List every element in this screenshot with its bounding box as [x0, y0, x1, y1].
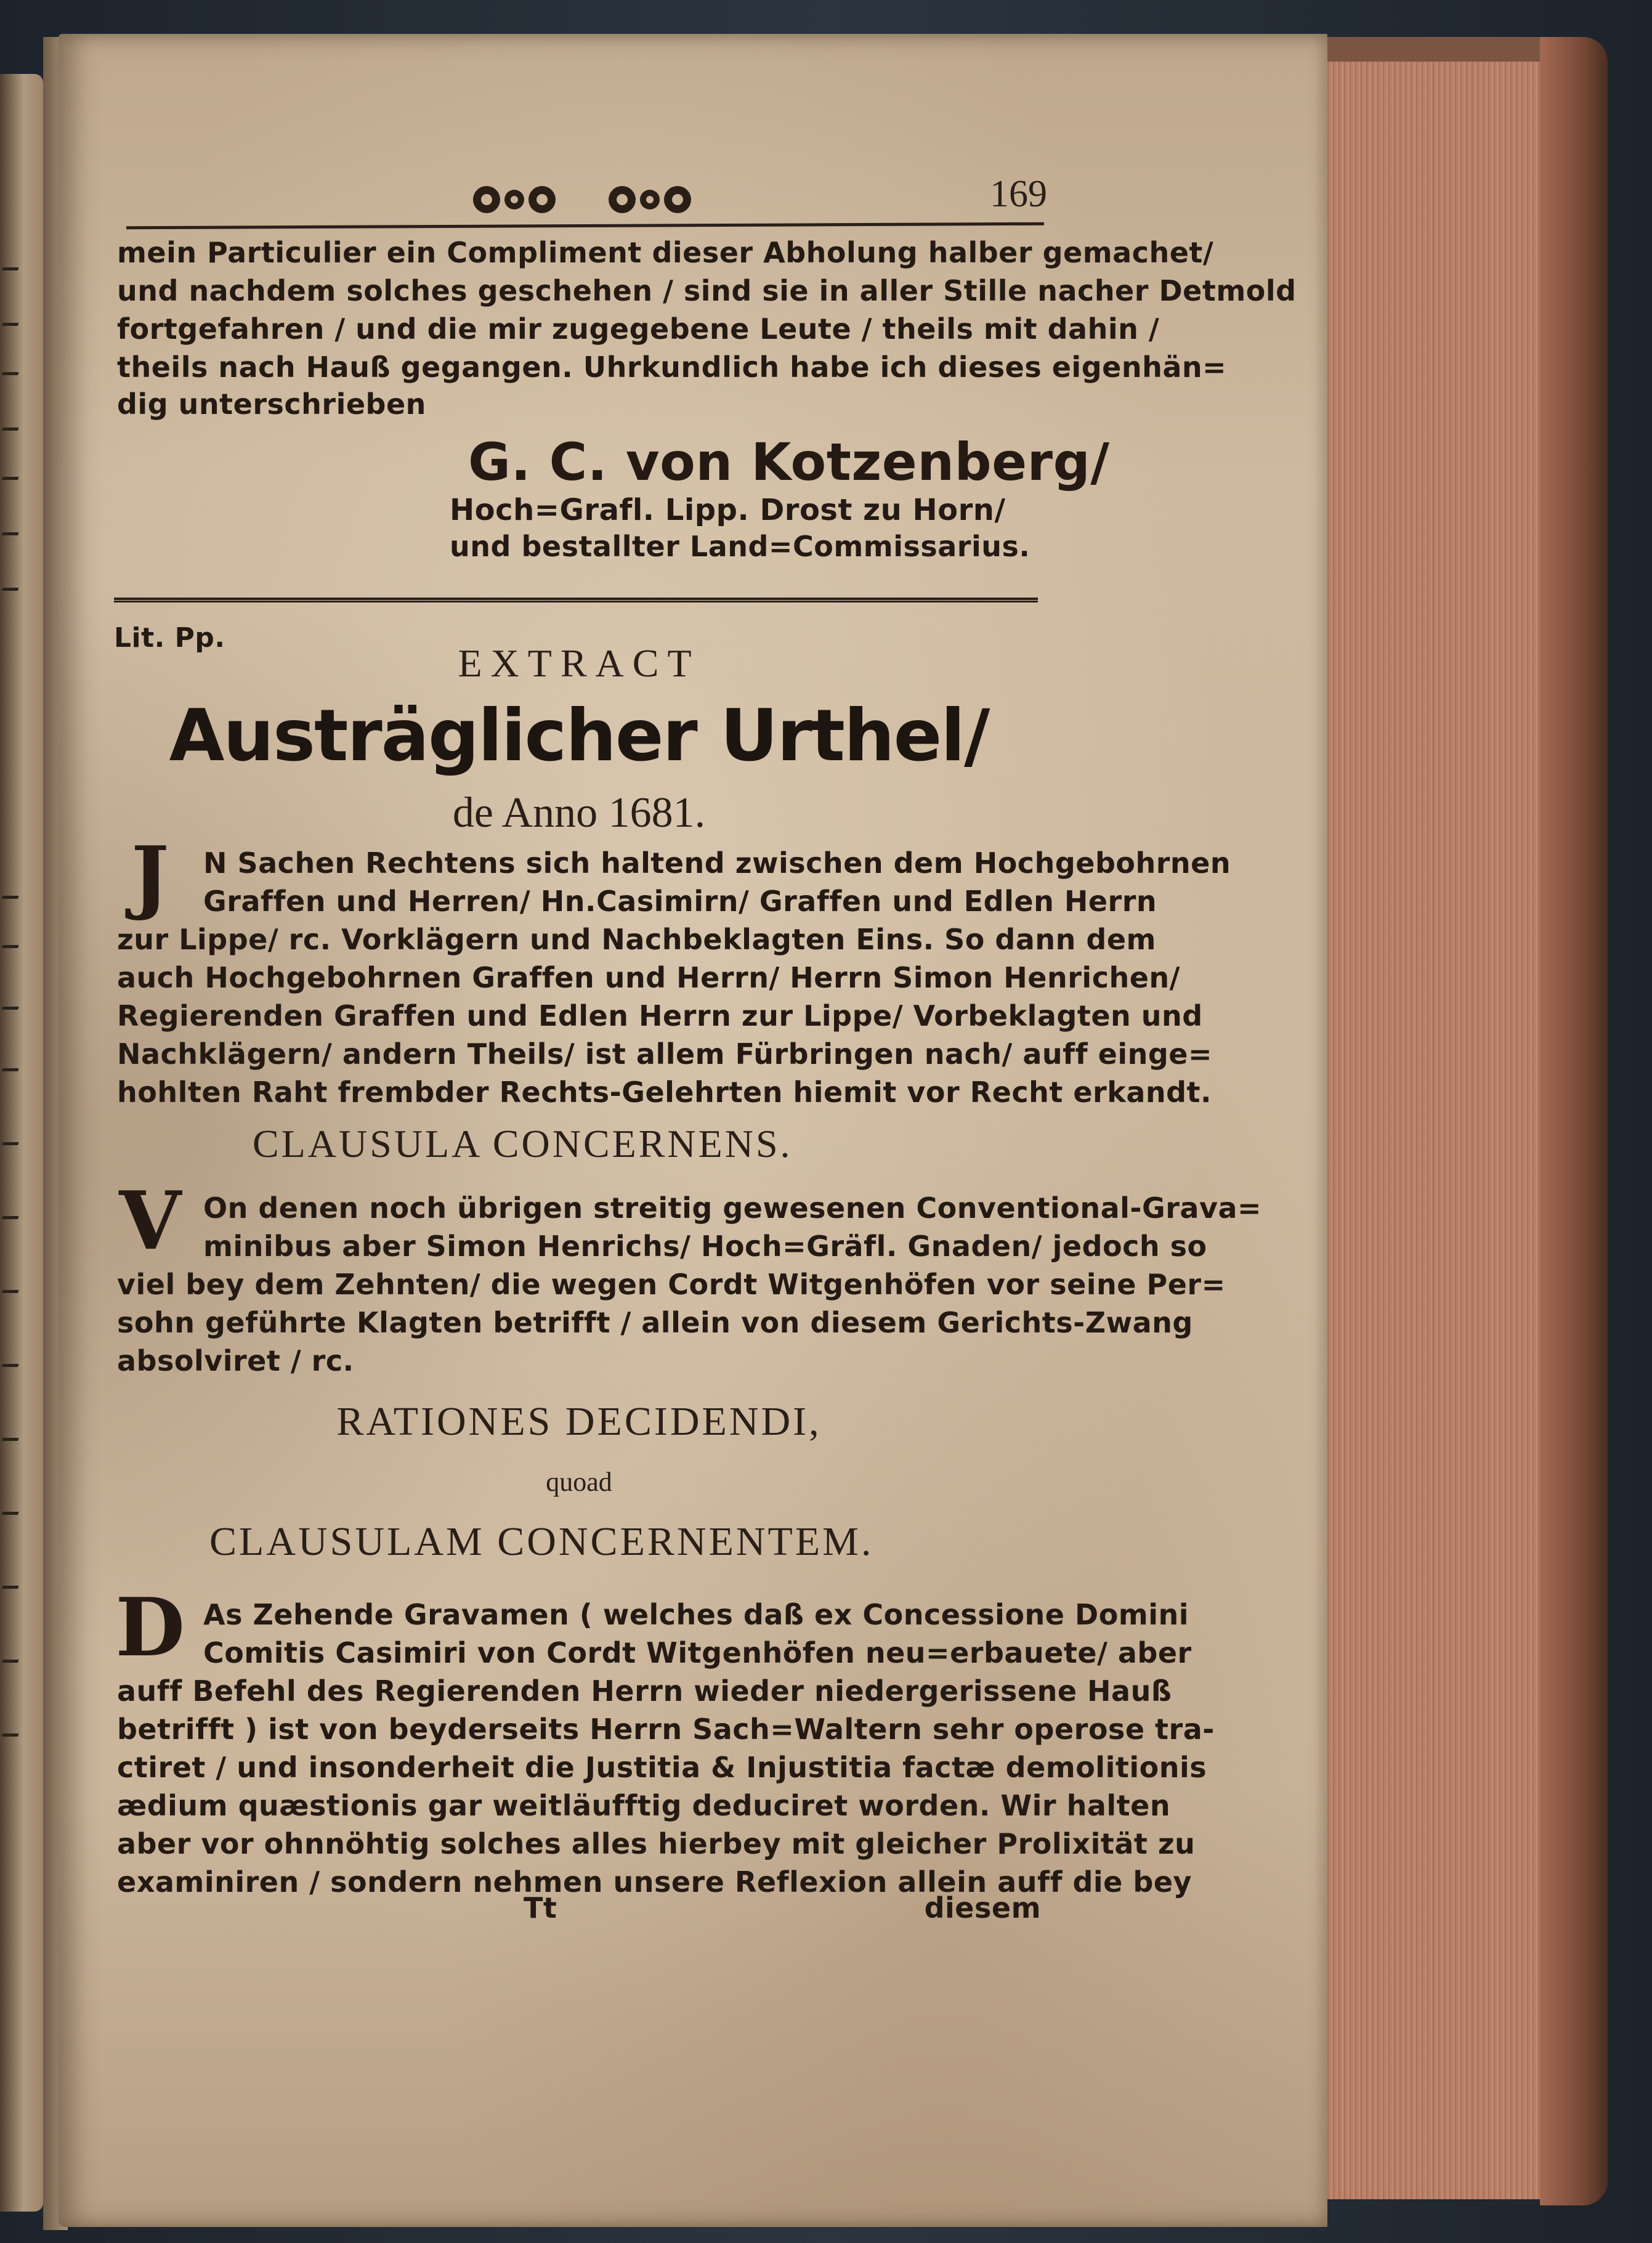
- paragraph-line: auff Befehl des Regierenden Herrn wieder niedergerissene Hauß: [117, 1674, 1172, 1708]
- extract-heading: EXTRACT: [458, 641, 700, 685]
- letter-line: und nachdem solches geschehen / sind sie in aller Stille nacher Detmold: [117, 274, 1297, 307]
- book-cover-edge: [1540, 37, 1608, 2205]
- catchword: diesem: [924, 1891, 1041, 1925]
- paragraph-line: Comitis Casimiri von Cordt Witgenhöfen neu=erbauete/ aber: [203, 1636, 1192, 1669]
- paragraph-line: On denen noch übrigen streitig gewesenen Conventional-Grava=: [203, 1191, 1262, 1225]
- paragraph-line: examiniren / sondern nehmen unsere Reflexion allein auff die bey: [117, 1865, 1192, 1899]
- paragraph-line: As Zehende Gravamen ( welches daß ex Concessione Domini: [203, 1598, 1189, 1631]
- letter-line: mein Particulier ein Compliment dieser Abholung halber gemachet/: [117, 236, 1214, 269]
- paragraph-line: Nachklägern/ andern Theils/ ist allem Fürbringen nach/ auff einge=: [117, 1037, 1213, 1071]
- paragraph-line: N Sachen Rechtens sich haltend zwischen dem Hochgebohrnen: [203, 846, 1231, 880]
- paragraph-line: Graffen und Herren/ Hn.Casimirn/ Graffen und Edlen Herrn: [203, 885, 1157, 918]
- fleuron-ornament-icon: [604, 181, 696, 218]
- extract-date: de Anno 1681.: [452, 789, 706, 837]
- facing-page-edge: [0, 74, 43, 2212]
- paragraph-line: viel bey dem Zehnten/ die wegen Cordt Witgenhöfen vor seine Per=: [117, 1268, 1226, 1301]
- page-number: 169: [990, 173, 1047, 215]
- drop-cap: V: [119, 1174, 182, 1268]
- letter-line: fortgefahren / und die mir zugegebene Leute / theils mit dahin /: [117, 312, 1160, 346]
- lit-label: Lit. Pp.: [114, 622, 225, 654]
- rationes-heading: RATIONES DECIDENDI,: [336, 1399, 822, 1444]
- paragraph-line: aber vor ohnnöhtig solches alles hierbey mit gleicher Prolixität zu: [117, 1827, 1196, 1860]
- quoad-label: quoad: [546, 1467, 612, 1497]
- paragraph-line: hohlten Raht frembder Rechts-Gelehrten hiemit vor Recht erkandt.: [117, 1076, 1212, 1109]
- paragraph-line: minibus aber Simon Henrichs/ Hoch=Gräfl. Gnaden/ jedoch so: [203, 1230, 1207, 1263]
- extract-title: Austräglicher Urthel/: [169, 694, 989, 777]
- letter-line: theils nach Hauß gegangen. Uhrkundlich habe ich dieses eigenhän=: [117, 351, 1227, 384]
- paragraph-line: ædium quæstionis gar weitläufftig deduciret worden. Wir halten: [117, 1789, 1171, 1822]
- fleuron-ornament-icon: [468, 181, 561, 218]
- paragraph-line: auch Hochgebohrnen Graffen und Herrn/ Herrn Simon Henrichen/: [117, 961, 1180, 994]
- drop-cap: J: [131, 829, 169, 923]
- facing-page-text-fragments: [4, 259, 31, 1799]
- drop-cap: D: [115, 1580, 185, 1674]
- paragraph-line: sohn geführte Klagten betrifft / allein von diesem Gerichts-Zwang: [117, 1306, 1193, 1339]
- page-header: [117, 172, 1047, 234]
- clausula-heading: CLAUSULA CONCERNENS.: [253, 1122, 793, 1166]
- paragraph-line: Regierenden Graffen und Edlen Herrn zur Lippe/ Vorbeklagten und: [117, 999, 1203, 1032]
- paragraph-line: absolviret / rc.: [117, 1344, 354, 1377]
- paragraph-line: betrifft ) ist von beyderseits Herrn Sach=Waltern sehr operose tra-: [117, 1713, 1215, 1746]
- clausulam-heading: CLAUSULAM CONCERNENTEM.: [209, 1519, 874, 1564]
- paragraph-line: ctiret / und insonderheit die Justitia & Injustitia factæ demolitionis: [117, 1751, 1207, 1784]
- signature-title: Hoch=Grafl. Lipp. Drost zu Horn/: [450, 493, 1006, 527]
- signature-name: G. C. von Kotzenberg/: [468, 432, 1110, 492]
- signature-title: und bestallter Land=Commissarius.: [450, 530, 1030, 563]
- header-rule: [126, 222, 1044, 230]
- letter-line: dig unterschrieben: [117, 387, 426, 421]
- section-divider: [114, 598, 1038, 602]
- paragraph-line: zur Lippe/ rc. Vorklägern und Nachbeklagten Eins. So dann dem: [117, 923, 1156, 956]
- signature-mark: Tt: [524, 1891, 557, 1925]
